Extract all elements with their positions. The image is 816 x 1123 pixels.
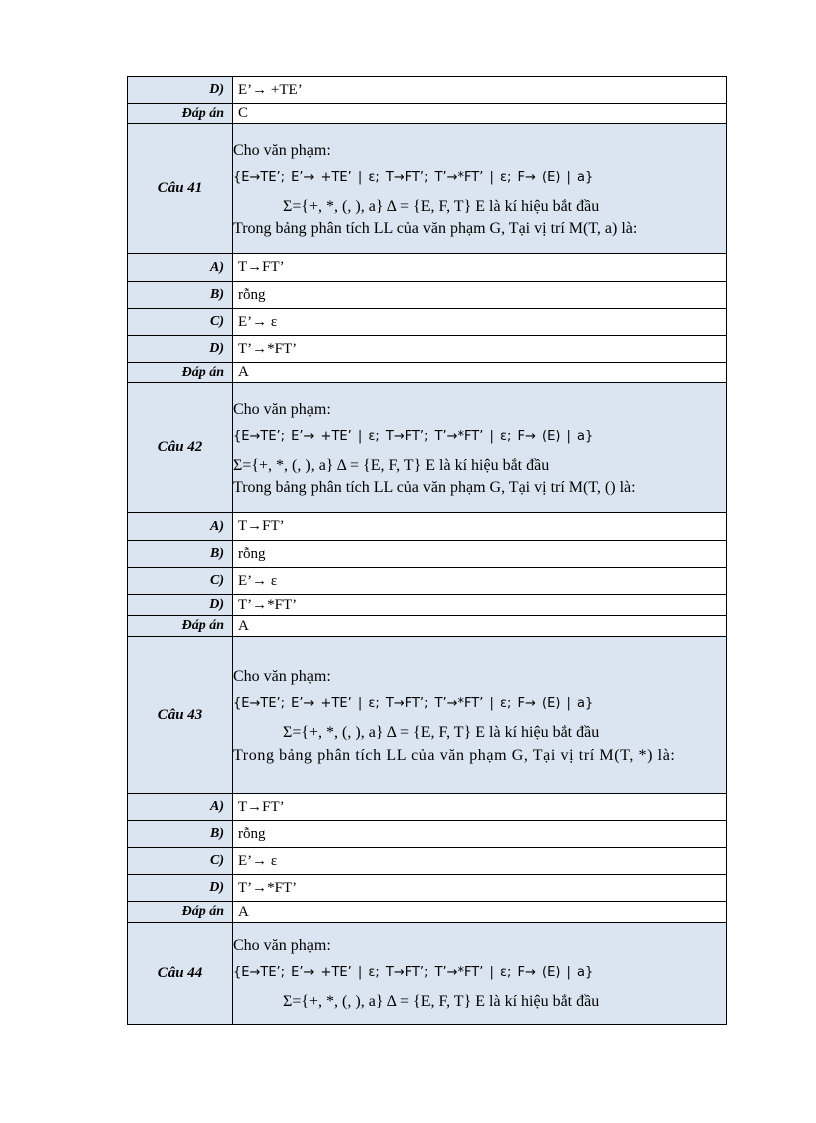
option-row	[128, 794, 727, 821]
question-text: Trong bảng phân tích LL của văn phạm G, Tại vị trí M(T, *) là:	[233, 746, 676, 764]
alphabet-definition: Σ={+, *, (, ), a} Δ = {E, F, T} E là kí hiệu bắt đầu	[233, 456, 550, 474]
question-body	[233, 637, 727, 794]
option-value: E’→ ε	[233, 568, 727, 595]
option-row	[128, 336, 727, 363]
question-table	[127, 76, 727, 1025]
option-label: A)	[128, 513, 233, 541]
answer-label: Đáp án	[128, 363, 233, 383]
option-row	[128, 77, 727, 104]
option-label: A)	[128, 254, 233, 282]
option-value: rỗng	[233, 821, 727, 848]
option-row	[128, 254, 727, 282]
option-row	[128, 821, 727, 848]
option-row	[128, 568, 727, 595]
option-value: E’→ ε	[233, 309, 727, 336]
option-value: rỗng	[233, 282, 727, 309]
option-label: C)	[128, 568, 233, 595]
grammar-rules: {E→TE’; E’→ +TE’ | ε; T→FT’; T’→*FT’ | ε; F→ (E) | a}	[233, 428, 594, 444]
question-number: Câu 42	[128, 383, 233, 513]
question-text: Trong bảng phân tích LL của văn phạm G, Tại vị trí M(T, () là:	[233, 479, 636, 497]
question-text: Trong bảng phân tích LL của văn phạm G, Tại vị trí M(T, a) là:	[233, 220, 638, 238]
option-label: D)	[128, 336, 233, 363]
question-body	[233, 923, 727, 1025]
option-label: D)	[128, 875, 233, 902]
alphabet-definition: Σ={+, *, (, ), a} Δ = {E, F, T} E là kí hiệu bắt đầu	[283, 724, 600, 742]
option-label: A)	[128, 794, 233, 821]
question-number: Câu 44	[128, 923, 233, 1025]
option-row	[128, 875, 727, 902]
grammar-rules: {E→TE’; E’→ +TE’ | ε; T→FT’; T’→*FT’ | ε; F→ (E) | a}	[233, 169, 594, 185]
alphabet-definition: Σ={+, *, (, ), a} Δ = {E, F, T} E là kí hiệu bắt đầu	[283, 992, 600, 1010]
question-number: Câu 41	[128, 124, 233, 254]
option-row	[128, 282, 727, 309]
option-value: T’→*FT’	[233, 595, 727, 616]
question-row	[128, 637, 727, 794]
question-intro: Cho văn phạm:	[233, 141, 331, 159]
question-intro: Cho văn phạm:	[233, 668, 331, 686]
question-intro: Cho văn phạm:	[233, 400, 331, 418]
option-row	[128, 513, 727, 541]
answer-value: A	[233, 363, 727, 383]
option-value: T’→*FT’	[233, 336, 727, 363]
option-value: T→FT’	[233, 254, 727, 282]
option-label: D)	[128, 595, 233, 616]
option-value: E’→ ε	[233, 848, 727, 875]
option-row	[128, 595, 727, 616]
option-row	[128, 848, 727, 875]
option-label: D)	[128, 77, 233, 104]
question-body	[233, 383, 727, 513]
answer-label: Đáp án	[128, 104, 233, 124]
answer-value: A	[233, 902, 727, 923]
option-label: B)	[128, 821, 233, 848]
answer-value: C	[233, 104, 727, 124]
answer-row	[128, 363, 727, 383]
option-row	[128, 309, 727, 336]
option-row	[128, 541, 727, 568]
answer-row	[128, 902, 727, 923]
answer-row	[128, 616, 727, 637]
option-label: C)	[128, 848, 233, 875]
question-number: Câu 43	[128, 637, 233, 794]
option-value: T→FT’	[233, 794, 727, 821]
question-body	[233, 124, 727, 254]
grammar-rules: {E→TE’; E’→ +TE’ | ε; T→FT’; T’→*FT’ | ε; F→ (E) | a}	[233, 965, 594, 981]
option-value: T’→*FT’	[233, 875, 727, 902]
alphabet-definition: Σ={+, *, (, ), a} Δ = {E, F, T} E là kí hiệu bắt đầu	[283, 197, 600, 215]
option-value: T→FT’	[233, 513, 727, 541]
option-label: B)	[128, 282, 233, 309]
answer-label: Đáp án	[128, 902, 233, 923]
answer-value: A	[233, 616, 727, 637]
grammar-rules: {E→TE’; E’→ +TE’ | ε; T→FT’; T’→*FT’ | ε; F→ (E) | a}	[233, 696, 594, 712]
question-intro: Cho văn phạm:	[233, 937, 331, 955]
question-row	[128, 923, 727, 1025]
answer-row	[128, 104, 727, 124]
question-row	[128, 383, 727, 513]
answer-label: Đáp án	[128, 616, 233, 637]
option-label: B)	[128, 541, 233, 568]
option-value: E’→ +TE’	[233, 77, 727, 104]
question-row	[128, 124, 727, 254]
option-label: C)	[128, 309, 233, 336]
option-value: rỗng	[233, 541, 727, 568]
